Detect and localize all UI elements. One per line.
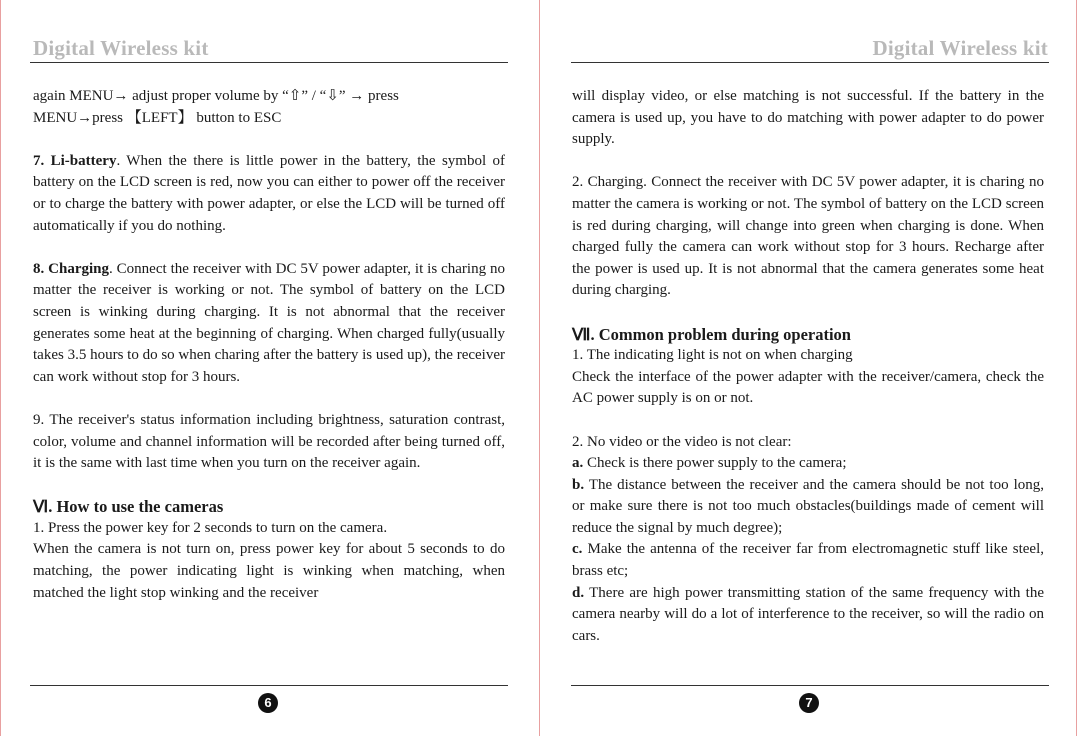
page-number-badge: 7 — [799, 693, 819, 713]
item-d-label: d. — [572, 584, 585, 601]
item-a — [572, 453, 1044, 475]
problem-2-title: 2. No video or the video is not clear: — [572, 433, 792, 450]
page-number-badge: 6 — [258, 693, 278, 713]
charging-paragraph — [33, 259, 505, 389]
intro-paragraph: will display video, or else matching is not successful. If the battery in the camera is used up, you have to do matching with power adapter to do power supply. — [572, 88, 1044, 148]
charging-text: . Connect the receiver with DC 5V power adapter, it is charing no matter the receiver is working or not. The symbol of battery on the LCD screen is winking during charging. It is not abnormal that the receiver generates some heat at the beginning of charging. When charged fully(usually takes 3.5 hours to do so when charing after the battery is used up), the receiver can work without stop for 3 hours. — [33, 260, 505, 385]
item-c-label: c. — [572, 541, 583, 558]
camera-charging-paragraph: 2. Charging. Connect the receiver with DC 5V power adapter, it is charing no matter the camera is working or not. The symbol of battery on the LCD screen is red during charging, will change into green when charging is done. When charged fully the camera can work without stop for 3 hours. Recharge after the power is used up. It is not abnormal that the camera generates some heat during charging. — [572, 174, 1044, 299]
left-content — [33, 86, 505, 604]
item-c — [572, 539, 1044, 582]
problem-1-text: Check the interface of the power adapter with the receiver/camera, check the AC power supply is on or not. — [572, 368, 1044, 407]
item-b-label: b. — [572, 476, 585, 493]
right-content — [572, 86, 1044, 647]
header-rule — [30, 62, 508, 63]
item-a-label: a. — [572, 455, 584, 472]
item-d-text: There are high power transmitting station of the same frequency with the camera nearby will do a lot of interference to the receiver, so will the radio on cars. — [572, 584, 1044, 644]
li-battery-title: 7. Li-battery — [33, 152, 117, 169]
vi-paragraph: When the camera is not turn on, press power key for about 5 seconds to do matching, the power indicating light is winking when matching, when matched the light stop winking and the receiver — [33, 541, 505, 601]
item-d — [572, 583, 1044, 648]
right-page — [539, 0, 1078, 736]
li-battery-text: . When the there is little power in the battery, the symbol of battery on the LCD screen is red, now you can either to power off the receiver or to charge the battery with power adapter, or else the LCD will be turned off automatically if you do nothing. — [33, 152, 505, 234]
section-vii-heading: Ⅶ. Common problem during operation — [572, 324, 851, 344]
menu-line-2: MENU→press 【LEFT】 button to ESC — [33, 109, 282, 126]
li-battery-paragraph — [33, 151, 505, 237]
charging-title: 8. Charging — [33, 260, 110, 277]
menu-line-1: again MENU→ adjust proper volume by “⇧” / “⇩” → press — [33, 88, 399, 104]
vi-step-1: 1. Press the power key for 2 seconds to turn on the camera. — [33, 519, 388, 536]
item-b-text: The distance between the receiver and the camera should be not too long, or make sure there is not too much obstacles(buildings made of cement will reduce the signal by much degree); — [572, 476, 1044, 536]
item-c-text: Make the antenna of the receiver far from electromagnetic stuff like steel, brass etc; — [572, 541, 1044, 580]
problem-1-title: 1. The indicating light is not on when charging — [572, 347, 853, 364]
header-rule — [571, 62, 1049, 63]
item-a-text: Check is there power supply to the camera; — [583, 455, 847, 472]
footer-rule — [30, 685, 508, 686]
header-title-left: Digital Wireless kit — [33, 36, 209, 60]
section-vi-heading: Ⅵ. How to use the cameras — [33, 497, 224, 517]
status-paragraph: 9. The receiver's status information including brightness, saturation contrast, color, volume and channel information will be recorded after being turned off, it is the same with last time when you turn on the receiver again. — [33, 411, 505, 472]
item-b — [572, 475, 1044, 540]
header-title-right: Digital Wireless kit — [872, 36, 1048, 60]
footer-rule — [571, 685, 1049, 686]
